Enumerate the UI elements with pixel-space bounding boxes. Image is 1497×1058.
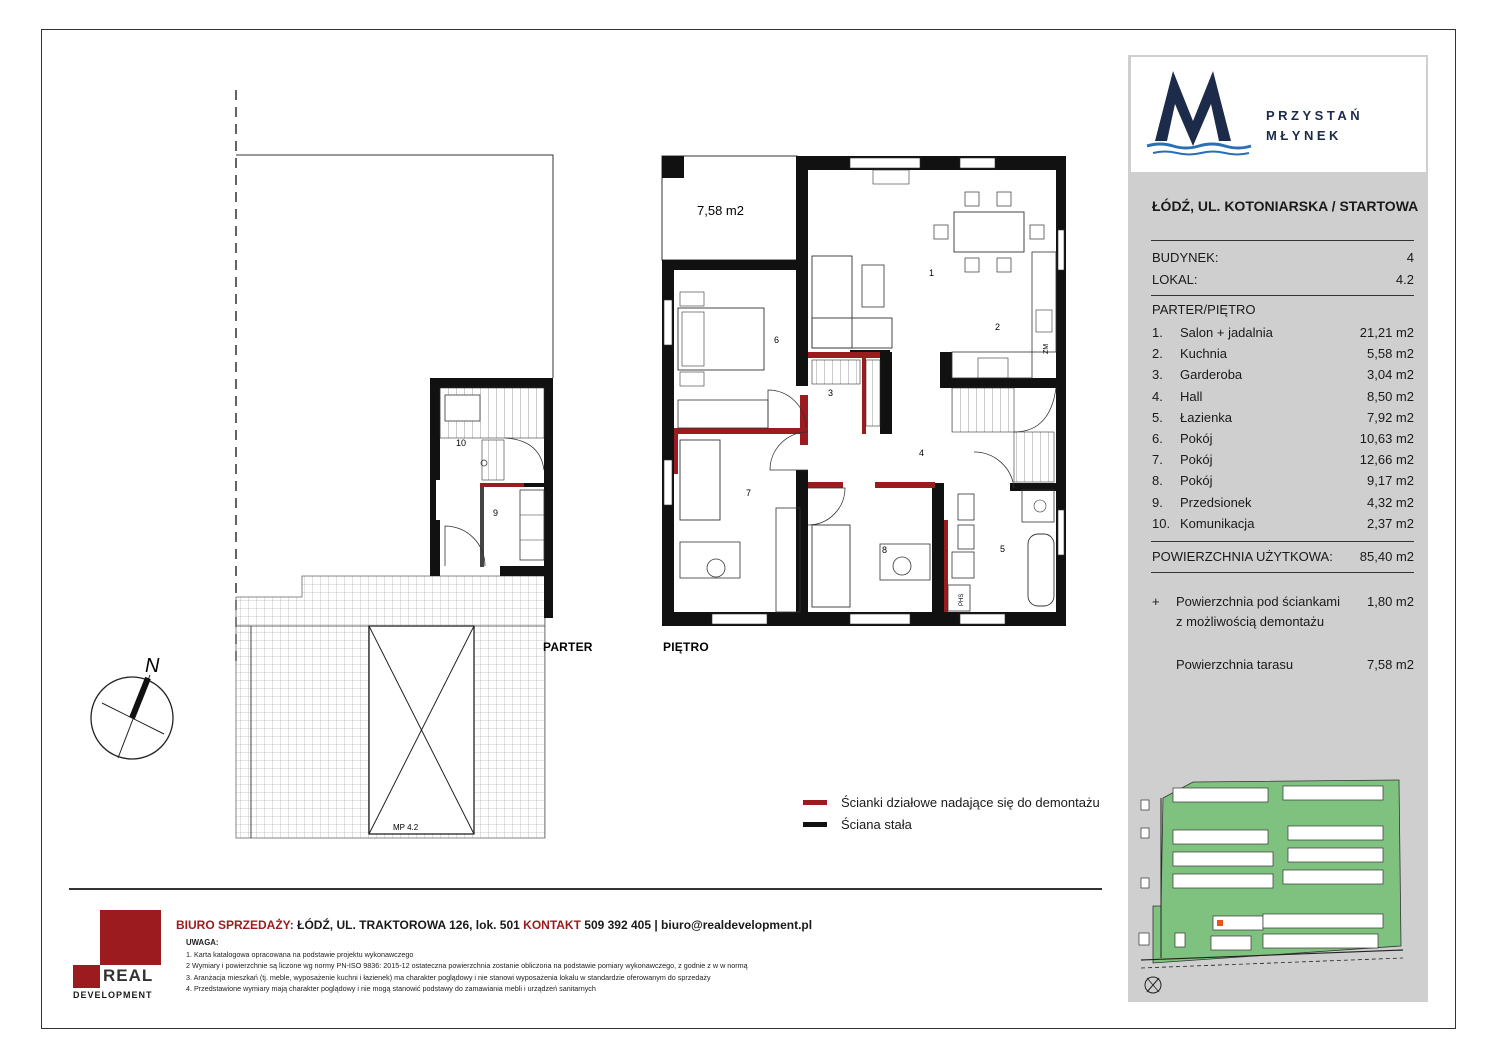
note-item: 4. Przedstawione wymiary mają charakter poglądowy i nie mogą stanowić podstawy do zamawiania mebli i urządzeń sanitarnych: [186, 984, 596, 993]
office-label: BIURO SPRZEDAŻY:: [176, 918, 294, 932]
sales-office-contact: [176, 918, 812, 932]
building-row: [1152, 250, 1414, 265]
logo-text: [1266, 106, 1363, 146]
terrace-label: Powierzchnia tarasu: [1176, 657, 1294, 672]
terrace-value: 7,58 m2: [1367, 657, 1414, 672]
list-item: 3. Garderoba 3,04 m2: [1152, 367, 1414, 383]
room-number-9: 9: [493, 508, 499, 518]
list-item: 6. Pokój 10,63 m2: [1152, 431, 1414, 447]
walls-line2: z możliwością demontażu: [1176, 614, 1325, 629]
legend-black-swatch: [803, 822, 827, 827]
note-item: 1. Karta katalogowa opracowana na podstawie projektu wykonawczego: [186, 949, 414, 959]
list-item: 7. Pokój 12,66 m2: [1152, 452, 1414, 468]
room-number-4: 4: [919, 448, 925, 458]
przystan-mlynek-logo-icon: [1145, 66, 1265, 161]
parking-label: MP 4.2: [393, 823, 419, 832]
usable-area-row: [1152, 549, 1414, 564]
walls-line1: Powierzchnia pod ściankami: [1176, 594, 1341, 609]
note-item: 2 Wymiary i powierzchnie są liczone wg normy PN-ISO 9836: 2015-12 ostateczna powierzchnia zostanie obliczona na podstawie pomiary wykonawczego, z godnie z w w normą: [186, 961, 748, 970]
list-item: 5. Łazienka 7,92 m2: [1152, 409, 1414, 425]
room-number-6: 6: [774, 335, 780, 345]
walls-value: 1,80 m2: [1367, 594, 1414, 609]
legend-red-swatch: [803, 800, 827, 805]
divider: [1151, 295, 1414, 296]
phs-label: PHS: [959, 593, 965, 606]
floors-label: PARTER/PIĘTRO: [1152, 302, 1256, 317]
notes: [186, 937, 748, 995]
zm-label: ZM: [1043, 343, 1050, 354]
room-number-3: 3: [828, 388, 834, 398]
legend-demolish: [803, 795, 1100, 810]
paving-terrace: [236, 576, 545, 626]
list-item: 9. Przedsionek 4,32 m2: [1152, 494, 1414, 510]
list-item: 2. Kuchnia 5,58 m2: [1152, 346, 1414, 362]
room-number-7: 7: [746, 488, 752, 498]
parter-label: PARTER: [543, 640, 593, 654]
usable-area-value: 85,40 m2: [1359, 549, 1414, 564]
room-number-10: 10: [456, 438, 467, 448]
upper-floor-plan: [662, 156, 1066, 654]
unit-value: 4.2: [1395, 272, 1414, 287]
garden-outline: [236, 155, 553, 378]
list-item: 4. Hall 8,50 m2: [1152, 388, 1414, 404]
unit-row: [1152, 272, 1414, 287]
list-item: 8. Pokój 9,17 m2: [1152, 473, 1414, 489]
floors-row: [1152, 302, 1414, 317]
legend-fixed-text: Ściana stała: [841, 817, 912, 832]
contact-label: KONTAKT: [523, 918, 581, 932]
room-list: [1152, 322, 1414, 534]
notes-header: UWAGA:: [186, 938, 219, 947]
divider: [1151, 240, 1414, 241]
terrace-area-label: 7,58 m2: [697, 203, 744, 218]
footer-divider: [69, 888, 1102, 890]
compass-north-icon: [91, 655, 173, 759]
room-number-5: 5: [1000, 544, 1006, 554]
building-value: 4: [1406, 250, 1414, 265]
plus-sign: +: [1152, 594, 1160, 609]
pietro-label: PIĘTRO: [663, 640, 709, 654]
room-number-1: 1: [929, 268, 935, 278]
north-label: N: [145, 655, 160, 677]
site-map: [1133, 778, 1423, 998]
list-item: 1. Salon + jadalnia 21,21 m2: [1152, 325, 1414, 341]
room-number-2: 2: [995, 322, 1001, 332]
legend-demolish-text: Ścianki działowe nadające się do demontażu: [841, 795, 1100, 810]
contact-value: 509 392 405 | biuro@realdevelopment.pl: [580, 918, 813, 932]
usable-area-label: POWIERZCHNIA UŻYTKOWA:: [1152, 549, 1333, 564]
unit-label: LOKAL:: [1152, 272, 1198, 287]
logo-line1: PRZYSTAŃ: [1266, 108, 1364, 123]
address-title: ŁÓDŹ, UL. KOTONIARSKA / STARTOWA: [1152, 198, 1419, 214]
list-item: 10. Komunikacja 2,37 m2: [1152, 515, 1414, 531]
divider: [1151, 541, 1414, 542]
building-label: BUDYNEK:: [1152, 250, 1219, 265]
brand-real: REAL: [103, 966, 154, 985]
logo-line2: MŁYNEK: [1266, 128, 1342, 143]
divider: [1151, 572, 1414, 573]
brand-development: DEVELOPMENT: [73, 990, 153, 1000]
office-address: ŁÓDŹ, UL. TRAKTOROWA 126, lok. 501: [293, 918, 524, 932]
note-item: 3. Aranżacja mieszkań (tj. meble, wyposażenie kuchni i łazienek) ma charakter poglądowy i nie stanowi wyposażenia lokalu w standardzie oferowanym do sprzedaży: [186, 972, 711, 982]
legend-fixed: [803, 817, 912, 832]
ground-floor-plan: [236, 90, 593, 838]
room-number-8: 8: [882, 545, 888, 555]
